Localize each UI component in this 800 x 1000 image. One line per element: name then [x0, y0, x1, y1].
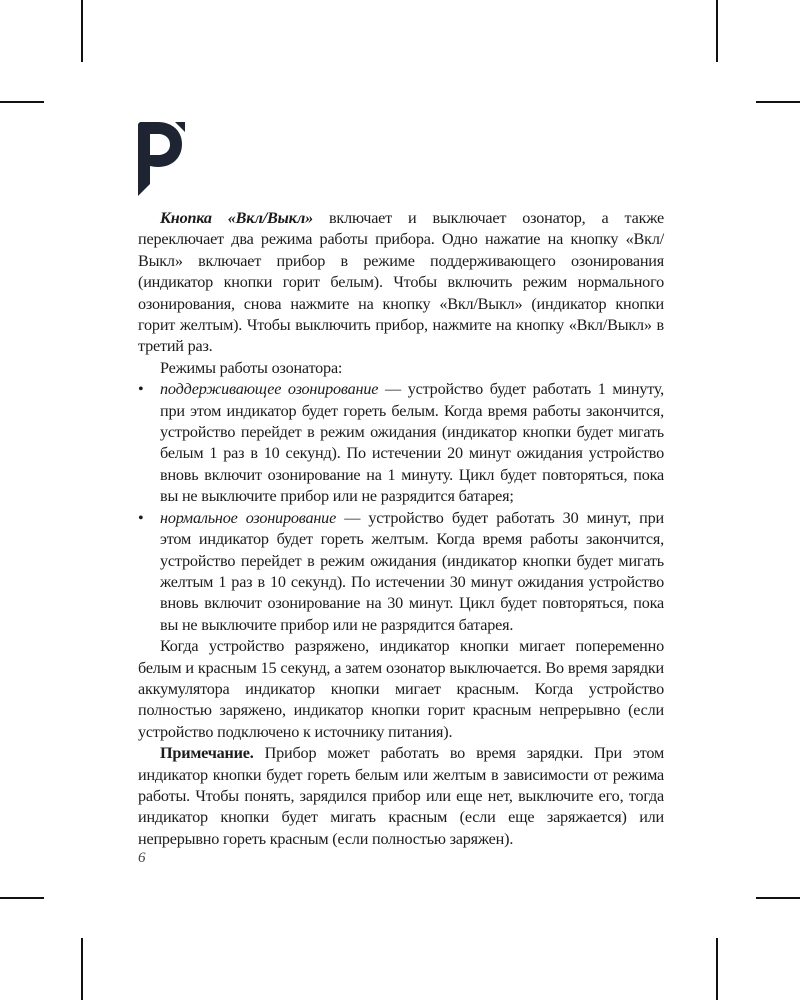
intro-text: включает и выключает озонатор, а также переключает два режима работы прибора. Одно нажатие на кнопку «Вкл/Выкл» включает прибор в режиме поддерживающего озонирования (индикатор кнопки горит белым). Чтобы включить режим нормального озонирования, снова нажмите на кнопку «Вкл/Выкл» (индикатор кнопки горит желтым). Чтобы выключить прибор, нажмите на кнопку «Вкл/Выкл» в третий раз. [138, 209, 664, 356]
mode-text: — устройство будет работать 30 минут, при этом индикатор будет гореть желтым. Когда время работы закончится, устройство перейдет в режим ожидания (индикатор кнопки будет мигать желтым 1 раз в 10 секунд). По истечении 30 минут ожидания устройство вновь включит озонирование на 30 минут. Цикл будет повторяться, пока вы не выключите прибор или не разрядится батарея. [160, 508, 664, 634]
modes-heading: Режимы работы озонатора: [160, 358, 343, 377]
modes-list [138, 379, 664, 636]
bullet-icon: • [138, 380, 144, 399]
mode-term: нормальное озонирование [160, 508, 337, 527]
discharge-paragraph: Когда устройство разряжено, индикатор кнопки мигает попеременно белым и красным 15 секунд, а затем озонатор выключается. Во время зарядки аккумулятора индикатор кнопки мигает красным. Когда устройство полностью заряжено, индикатор кнопки горит красным непрерывно (если устройство подключено к источнику питания). [138, 637, 664, 741]
manual-body [138, 208, 664, 850]
mode-term: поддерживающее озонирование [160, 380, 379, 399]
page-number: 6 [138, 850, 146, 866]
list-item [138, 379, 664, 507]
crop-mark-top-right [716, 0, 718, 62]
list-item [138, 508, 664, 636]
mode-text: — устройство будет работать 1 минуту, при этом индикатор будет гореть белым. Когда время работы закончится, устройство перейдет в режим ожидания (индикатор кнопки будет мигать белым 1 раз в 10 секунд). По истечении 20 минут ожидания устройство вновь включит озонирование на 1 минуту. Цикл будет повторяться, пока вы не выключите прибор или не разрядится батарея; [160, 380, 664, 506]
note-label: Примечание. [160, 744, 254, 763]
crop-mark-right-top [756, 101, 800, 103]
note-text: Прибор может работать во время зарядки. При этом индикатор кнопки будет гореть белым или желтым в зависимости от режима работы. Чтобы понять, зарядился прибор или еще нет, выключите его, тогда индикатор кнопки будет мигать красным (если еще заряжается) или непрерывно гореть красным (если полностью заряжен). [138, 744, 664, 848]
crop-mark-left-top [0, 101, 44, 103]
crop-mark-top-left [81, 0, 83, 62]
crop-mark-bottom-left [81, 938, 83, 1000]
intro-paragraph [138, 208, 664, 358]
crop-mark-bottom-right [716, 938, 718, 1000]
bullet-icon: • [138, 508, 144, 527]
button-term: Кнопка «Вкл/Выкл» [160, 209, 313, 227]
crop-mark-left-bottom [0, 897, 44, 899]
note-paragraph [138, 743, 664, 850]
brand-p-logo-icon [136, 120, 186, 196]
crop-mark-right-bottom [756, 897, 800, 899]
